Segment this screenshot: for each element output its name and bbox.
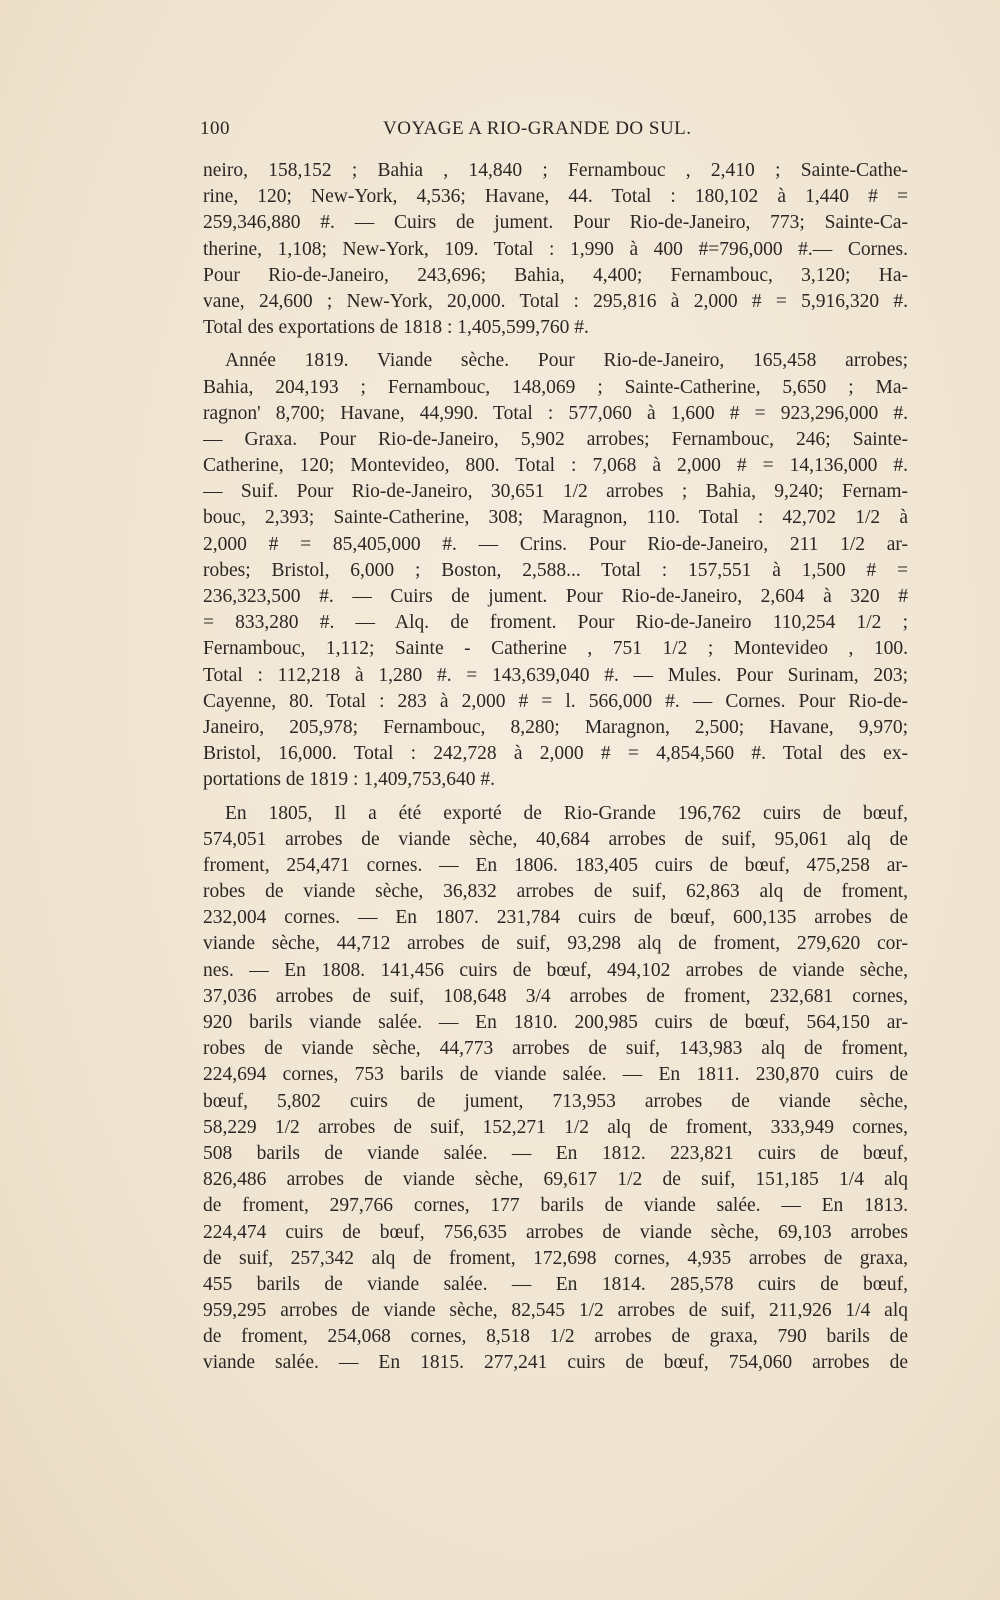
text-line: vane, 24,600 ; New-York, 20,000. Total : 295,816 à 2,000 # = 5,916,320 #. — [203, 290, 908, 312]
text-line: Année 1819. Viande sèche. Pour Rio-de-Janeiro, 165,458 arrobes; — [225, 350, 908, 372]
text-line: 455 barils de viande salée. — En 1814. 285,578 cuirs de bœuf, — [203, 1273, 908, 1295]
text-line: 920 barils viande salée. — En 1810. 200,985 cuirs de bœuf, 564,150 ar- — [203, 1012, 908, 1033]
text-line: portations de 1819 : 1,409,753,640 #. — [203, 769, 495, 791]
text-line: de suif, 257,342 alq de froment, 172,698 cornes, 4,935 arrobes de graxa, — [203, 1247, 908, 1269]
text-line: 224,694 cornes, 753 barils de viande salée. — En 1811. 230,870 cuirs de — [203, 1064, 908, 1086]
text-line: froment, 254,471 cornes. — En 1806. 183,405 cuirs de bœuf, 475,258 ar- — [203, 854, 908, 876]
paragraph-1805-1815-exports — [203, 801, 908, 1377]
text-line: bouc, 2,393; Sainte-Catherine, 308; Maragnon, 110. Total : 42,702 1/2 à — [203, 507, 908, 529]
text-line: 232,004 cornes. — En 1807. 231,784 cuirs de bœuf, 600,135 arrobes de — [203, 907, 908, 929]
text-line: — Suif. Pour Rio-de-Janeiro, 30,651 1/2 arrobes ; Bahia, 9,240; Fernam- — [203, 481, 908, 503]
text-line: neiro, 158,152 ; Bahia , 14,840 ; Fernambouc , 2,410 ; Sainte-Cathe- — [203, 160, 908, 181]
text-line: 826,486 arrobes de viande sèche, 69,617 1/2 de suif, 151,185 1/4 alq — [203, 1169, 908, 1191]
text-line: Bristol, 16,000. Total : 242,728 à 2,000 # = 4,854,560 #. Total des ex- — [203, 743, 908, 765]
text-line: 574,051 arrobes de viande sèche, 40,684 arrobes de suif, 95,061 alq de — [203, 828, 908, 850]
text-line: Cayenne, 80. Total : 283 à 2,000 # = l. 566,000 #. — Cornes. Pour Rio-de- — [203, 690, 908, 712]
text-line: = 833,280 #. — Alq. de froment. Pour Rio-de-Janeiro 110,254 1/2 ; — [203, 612, 908, 634]
paragraph-1818-exports — [203, 158, 908, 341]
text-line: 2,000 # = 85,405,000 #. — Crins. Pour Rio-de-Janeiro, 211 1/2 ar- — [203, 533, 908, 555]
text-line: 259,346,880 #. — Cuirs de jument. Pour Rio-de-Janeiro, 773; Sainte-Ca- — [203, 212, 908, 234]
text-line: viande sèche, 44,712 arrobes de suif, 93,298 alq de froment, 279,620 cor- — [203, 933, 908, 955]
text-line: robes; Bristol, 6,000 ; Boston, 2,588... Total : 157,551 à 1,500 # = — [203, 559, 908, 581]
text-line: 959,295 arrobes de viande sèche, 82,545 1/2 arrobes de suif, 211,926 1/4 alq — [203, 1300, 908, 1322]
text-line: Fernambouc, 1,112; Sainte - Catherine , 751 1/2 ; Montevideo , 100. — [203, 638, 908, 660]
text-line: 236,323,500 #. — Cuirs de jument. Pour Rio-de-Janeiro, 2,604 à 320 # — [203, 586, 908, 607]
text-line: viande salée. — En 1815. 277,241 cuirs de bœuf, 754,060 arrobes de — [203, 1352, 908, 1374]
paragraph-1819-exports — [203, 348, 908, 793]
text-line: de froment, 297,766 cornes, 177 barils de viande salée. — En 1813. — [203, 1195, 908, 1217]
text-line: 224,474 cuirs de bœuf, 756,635 arrobes de viande sèche, 69,103 arrobes — [203, 1221, 908, 1243]
text-line: rine, 120; New-York, 4,536; Havane, 44. Total : 180,102 à 1,440 # = — [203, 186, 908, 208]
text-line: ragnon' 8,700; Havane, 44,990. Total : 577,060 à 1,600 # = 923,296,000 #. — [203, 402, 908, 424]
text-line: 58,229 1/2 arrobes de suif, 152,271 1/2 alq de froment, 333,949 cornes, — [203, 1116, 908, 1138]
page-header — [200, 116, 720, 144]
text-line: — Graxa. Pour Rio-de-Janeiro, 5,902 arrobes; Fernambouc, 246; Sainte- — [203, 428, 908, 450]
text-line: Catherine, 120; Montevideo, 800. Total : 7,068 à 2,000 # = 14,136,000 #. — [203, 455, 908, 477]
text-line: nes. — En 1808. 141,456 cuirs de bœuf, 494,102 arrobes de viande sèche, — [203, 959, 908, 981]
text-line: therine, 1,108; New-York, 109. Total : 1,990 à 400 #=796,000 #.— Cornes. — [203, 238, 908, 260]
text-line: robes de viande sèche, 36,832 arrobes de suif, 62,863 alq de froment, — [203, 881, 908, 903]
text-line: Bahia, 204,193 ; Fernambouc, 148,069 ; Sainte-Catherine, 5,650 ; Ma- — [203, 376, 908, 398]
text-line: bœuf, 5,802 cuirs de jument, 713,953 arrobes de viande sèche, — [203, 1090, 908, 1112]
page-number: 100 — [200, 118, 230, 139]
body-text — [203, 158, 908, 1377]
text-line: Total des exportations de 1818 : 1,405,599,760 #. — [203, 317, 589, 339]
text-line: Janeiro, 205,978; Fernambouc, 8,280; Maragnon, 2,500; Havane, 9,970; — [203, 716, 908, 738]
text-line: En 1805, Il a été exporté de Rio-Grande 196,762 cuirs de bœuf, — [225, 802, 908, 824]
running-title: VOYAGE A RIO-GRANDE DO SUL. — [383, 118, 692, 139]
text-line: Pour Rio-de-Janeiro, 243,696; Bahia, 4,400; Fernambouc, 3,120; Ha- — [203, 264, 908, 286]
text-line: Total : 112,218 à 1,280 #. = 143,639,040 #. — Mules. Pour Surinam, 203; — [203, 664, 908, 686]
text-line: robes de viande sèche, 44,773 arrobes de suif, 143,983 alq de froment, — [203, 1038, 908, 1060]
text-line: 508 barils de viande salée. — En 1812. 223,821 cuirs de bœuf, — [203, 1142, 908, 1164]
text-line: de froment, 254,068 cornes, 8,518 1/2 arrobes de graxa, 790 barils de — [203, 1326, 908, 1348]
text-line: 37,036 arrobes de suif, 108,648 3/4 arrobes de froment, 232,681 cornes, — [203, 985, 908, 1007]
